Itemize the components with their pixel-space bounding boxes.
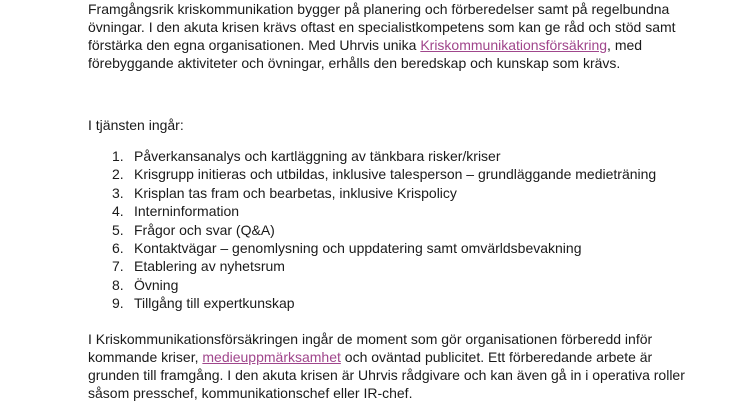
list-text: Interninformation xyxy=(134,203,240,220)
intro-paragraph xyxy=(88,0,688,72)
list-text: Övning xyxy=(134,276,179,293)
list-item xyxy=(88,202,656,220)
closing-text-a: I Kriskommunikationsförsäkringen ingår de moment som gör organisationen förberedd inför kommande kriser, xyxy=(88,331,653,365)
list-item xyxy=(88,221,656,239)
list-number: 5. xyxy=(112,221,124,238)
kriskommunikationsforsakring-link[interactable]: Kriskommunikationsförsäkring xyxy=(420,37,608,53)
list-item xyxy=(88,147,656,165)
closing-text-b: och oväntad publicitet. Ett förberedande arbete är grunden till framgång. I den akuta krisen är Uhrvis rådgivare och kan även gå in i operativa roller såsom presschef, kommunikationschef eller IR-chef. xyxy=(88,349,685,401)
list-number: 1. xyxy=(112,148,124,164)
list-item xyxy=(88,294,656,312)
list-text: Påverkansanalys och kartläggning av tänkbara risker/kriser xyxy=(134,148,501,164)
list-item xyxy=(88,165,656,183)
intro-text-a: Framgångsrik kriskommunikation bygger på planering och förberedelser samt på regelbundna övningar. I den akuta krisen krävs oftast en specialistkompetens som kan ge råd och stöd samt förstärka den egna organisationen. Med Uhrvis unika xyxy=(88,1,676,53)
list-item xyxy=(88,276,656,294)
list-text: Etablering av nyhetsrum xyxy=(134,258,285,275)
intro-text-b: , med förebyggande aktiviteter och övningar, erhålls den beredskap och kunskap som krävs. xyxy=(88,37,643,71)
list-number: 8. xyxy=(112,276,124,293)
list-item xyxy=(88,257,656,275)
services-intro: I tjänsten ingår: xyxy=(88,117,184,133)
list-number: 2. xyxy=(112,166,124,183)
list-number: 3. xyxy=(112,184,124,201)
list-text: Kontaktvägar – genomlysning och uppdatering samt omvärldsbevakning xyxy=(134,240,582,257)
list-number: 9. xyxy=(112,295,124,312)
list-text: Tillgång till expertkunskap xyxy=(134,295,295,312)
list-text: Krisplan tas fram och bearbetas, inklusive Krispolicy xyxy=(134,184,457,201)
list-text: Krisgrupp initieras och utbildas, inklusive talesperson – grundläggande medieträning xyxy=(134,166,657,183)
list-number: 6. xyxy=(112,240,124,257)
list-item xyxy=(88,184,656,202)
list-text: Frågor och svar (Q&A) xyxy=(134,221,275,238)
closing-paragraph xyxy=(88,330,688,402)
list-number: 4. xyxy=(112,203,124,220)
services-list xyxy=(88,147,656,313)
list-item xyxy=(88,239,656,257)
medieuppmarksamhet-link[interactable]: medieuppmärksamhet xyxy=(202,349,341,365)
list-number: 7. xyxy=(112,258,124,275)
